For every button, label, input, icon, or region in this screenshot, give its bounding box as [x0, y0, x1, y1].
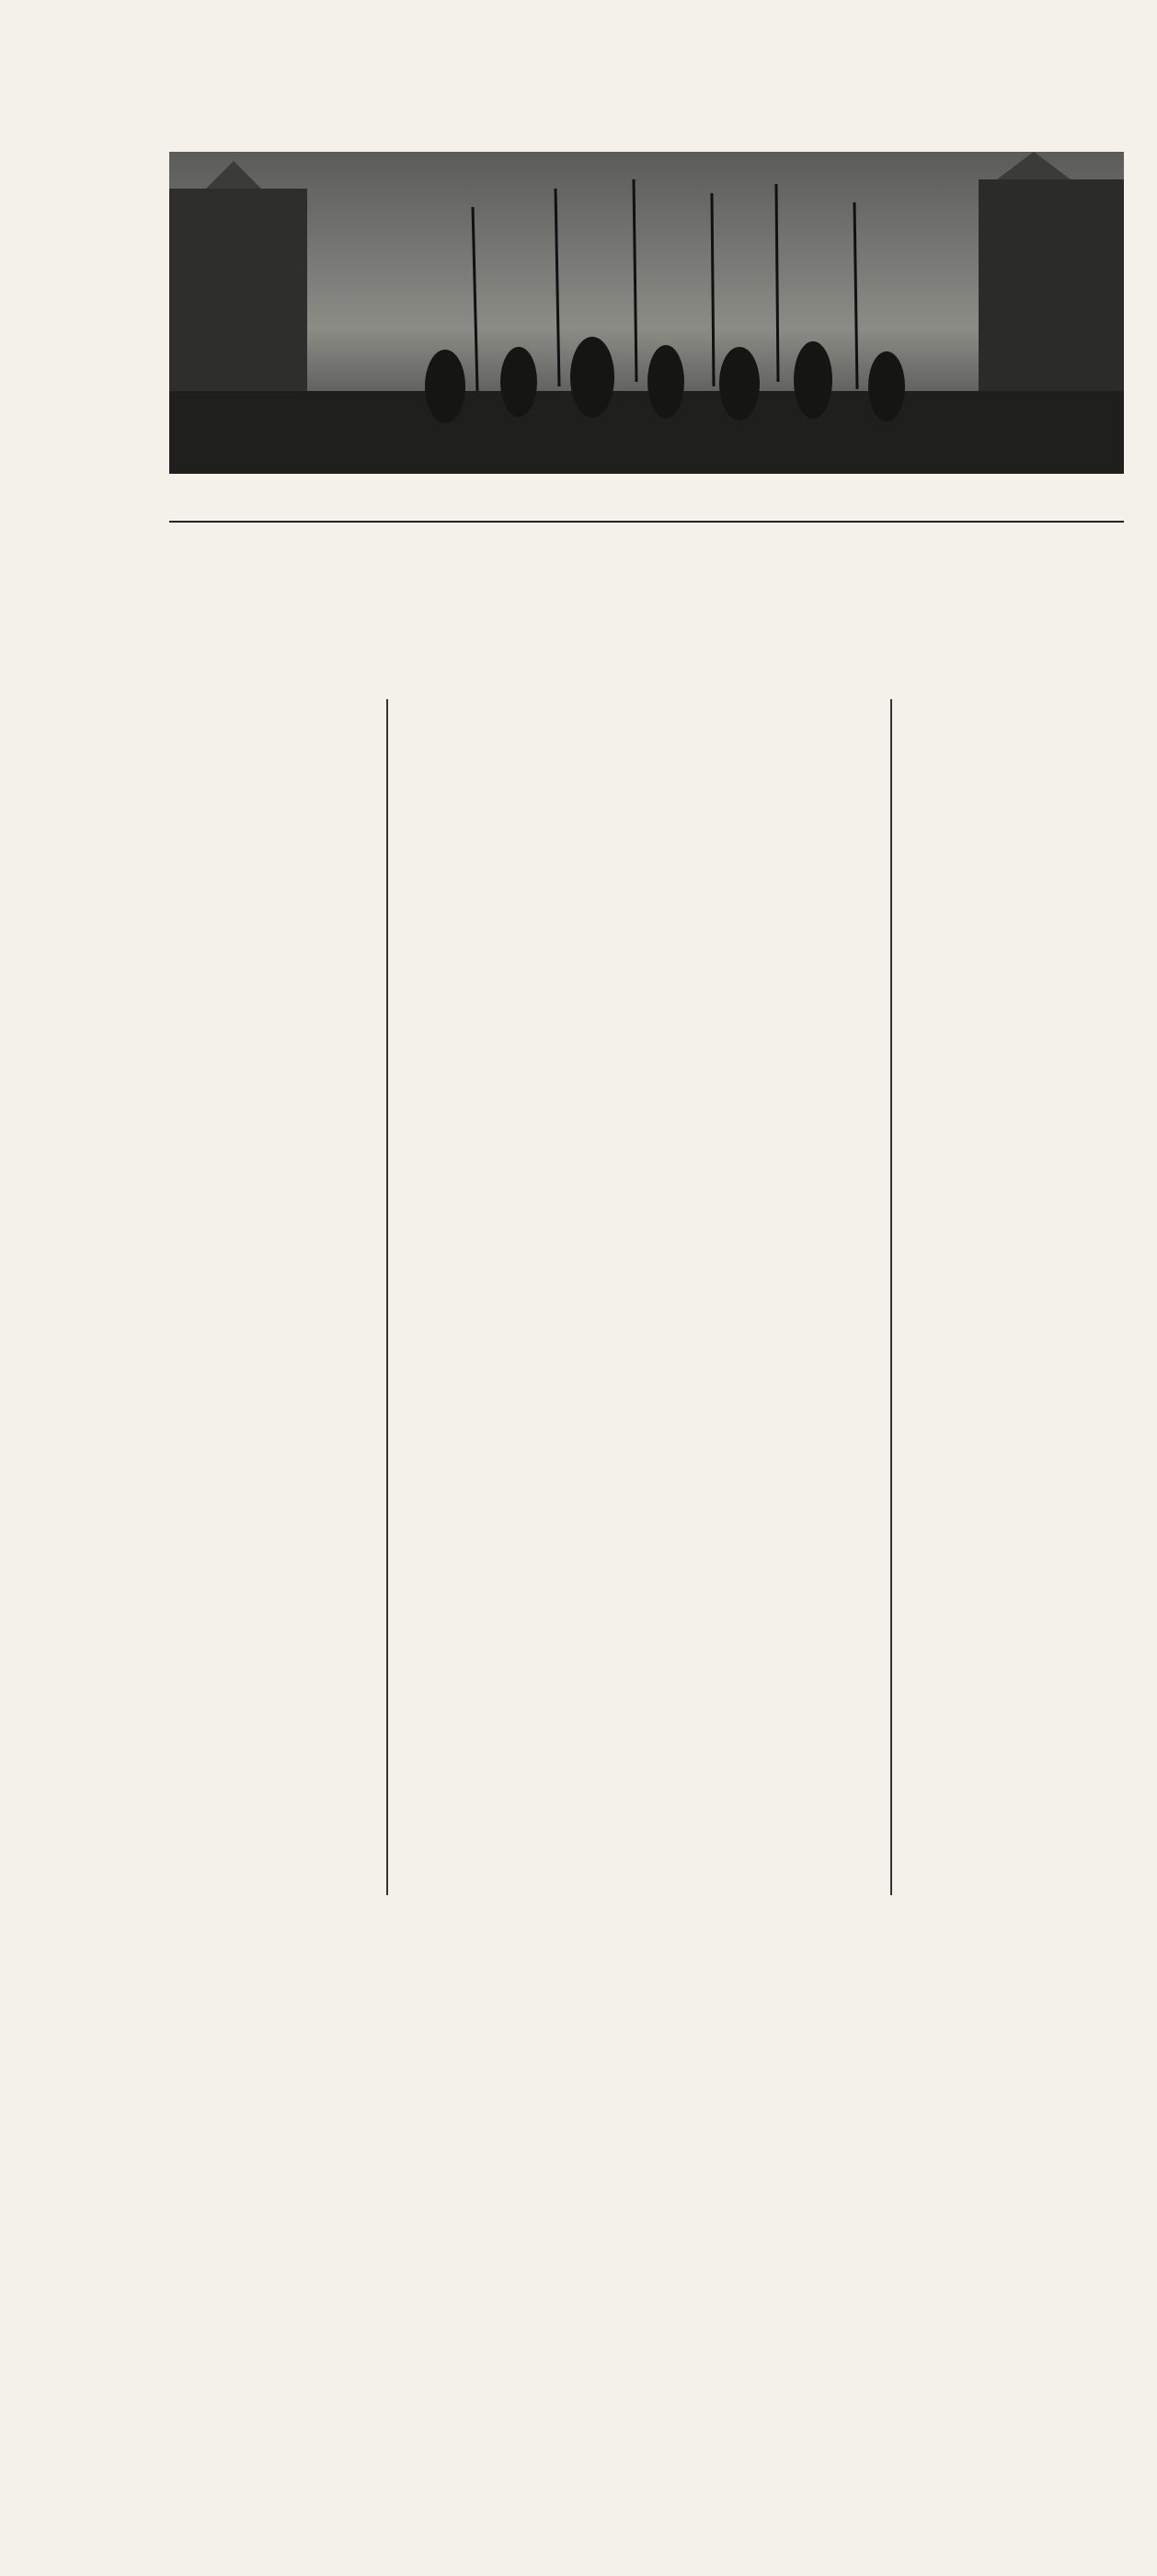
photo-caption: [189, 486, 1117, 501]
column-divider: [890, 699, 892, 1895]
opera-scene-photo: [169, 152, 1124, 474]
article-drug: [138, 1260, 379, 1264]
column-divider: [386, 699, 388, 1895]
caption-rule: [169, 521, 1124, 523]
article-jubilar: [138, 692, 379, 697]
